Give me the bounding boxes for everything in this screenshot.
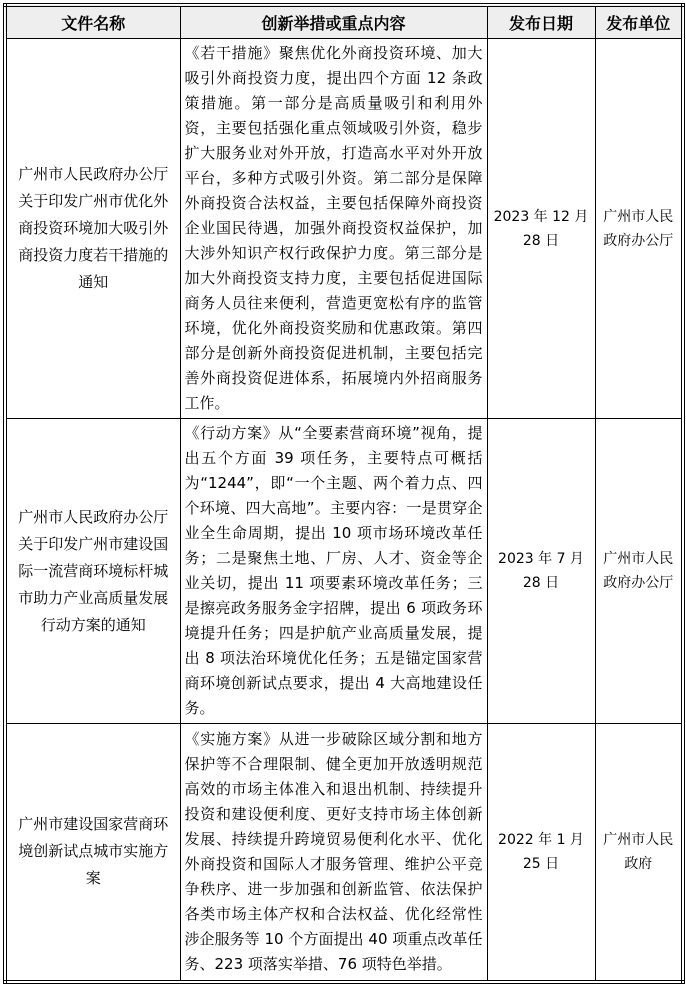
table-row [5, 419, 683, 724]
header-file-name: 文件名称 [5, 5, 180, 39]
cell-content: 《行动方案》从“全要素营商环境”视角，提出五个方面 39 项任务，主要特点可概括为“1244”，即“一个主题、两个着力点、四个环境、四大高地”。主要内容：一是贯穿企业全生命周期，提出 10 项市场环境改革任务；二是聚焦土地、厂房、人才、资金等企业关切，提出 11 项要素环境改革任务；三是擦亮政务服务金字招牌，提出 6 项政务环境提升任务；四是护航产业高质量发展，提出 8 项法治环境优化任务；五是锚定国家营商环境创新试点要求，提出 4 大高地建设任务。 [180, 419, 487, 724]
table-header-row [5, 5, 683, 39]
cell-unit: 广州市人民政府 [595, 724, 683, 982]
cell-file-name: 广州市人民政府办公厅关于印发广州市建设国际一流营商环境标杆城市助力产业高质量发展行动方案的通知 [5, 419, 180, 724]
cell-file-name: 广州市建设国家营商环境创新试点城市实施方案 [5, 724, 180, 982]
cell-content: 《若干措施》聚焦优化外商投资环境、加大吸引外商投资力度，提出四个方面 12 条政策措施。第一部分是高质量吸引和利用外资，主要包括强化重点领域吸引外资，稳步扩大服务业对外开放，打造高水平对外开放平台，多种方式吸引外资。第二部分是保障外商投资合法权益，主要包括保障外商投资企业国民待遇，加强外商投资权益保护，加大涉外知识产权行政保护力度。第三部分是加大外商投资支持力度，主要包括促进国际商务人员往来便利，营造更宽松有序的监管环境，优化外商投资奖励和优惠政策。第四部分是创新外商投资促进机制，主要包括完善外商投资促进体系，拓展境内外招商服务工作。 [180, 39, 487, 419]
cell-unit: 广州市人民政府办公厅 [595, 39, 683, 419]
cell-unit: 广州市人民政府办公厅 [595, 419, 683, 724]
header-date: 发布日期 [487, 5, 595, 39]
cell-date: 2023 年 12 月 28 日 [487, 39, 595, 419]
table-row [5, 724, 683, 982]
table-row [5, 39, 683, 419]
header-unit: 发布单位 [595, 5, 683, 39]
cell-date: 2023 年 7 月 28 日 [487, 419, 595, 724]
cell-file-name: 广州市人民政府办公厅关于印发广州市优化外商投资环境加大吸引外商投资力度若干措施的通知 [5, 39, 180, 419]
header-content: 创新举措或重点内容 [180, 5, 487, 39]
cell-content: 《实施方案》从进一步破除区域分割和地方保护等不合理限制、健全更加开放透明规范高效的市场主体准入和退出机制、持续提升投资和建设便利度、更好支持市场主体创新发展、持续提升跨境贸易便利化水平、优化外商投资和国际人才服务管理、维护公平竞争秩序、进一步加强和创新监管、依法保护各类市场主体产权和合法权益、优化经常性涉企服务等 10 个方面提出 40 项重点改革任务、223 项落实举措、76 项特色举措。 [180, 724, 487, 982]
policy-documents-table [3, 3, 685, 984]
cell-date: 2022 年 1 月 25 日 [487, 724, 595, 982]
